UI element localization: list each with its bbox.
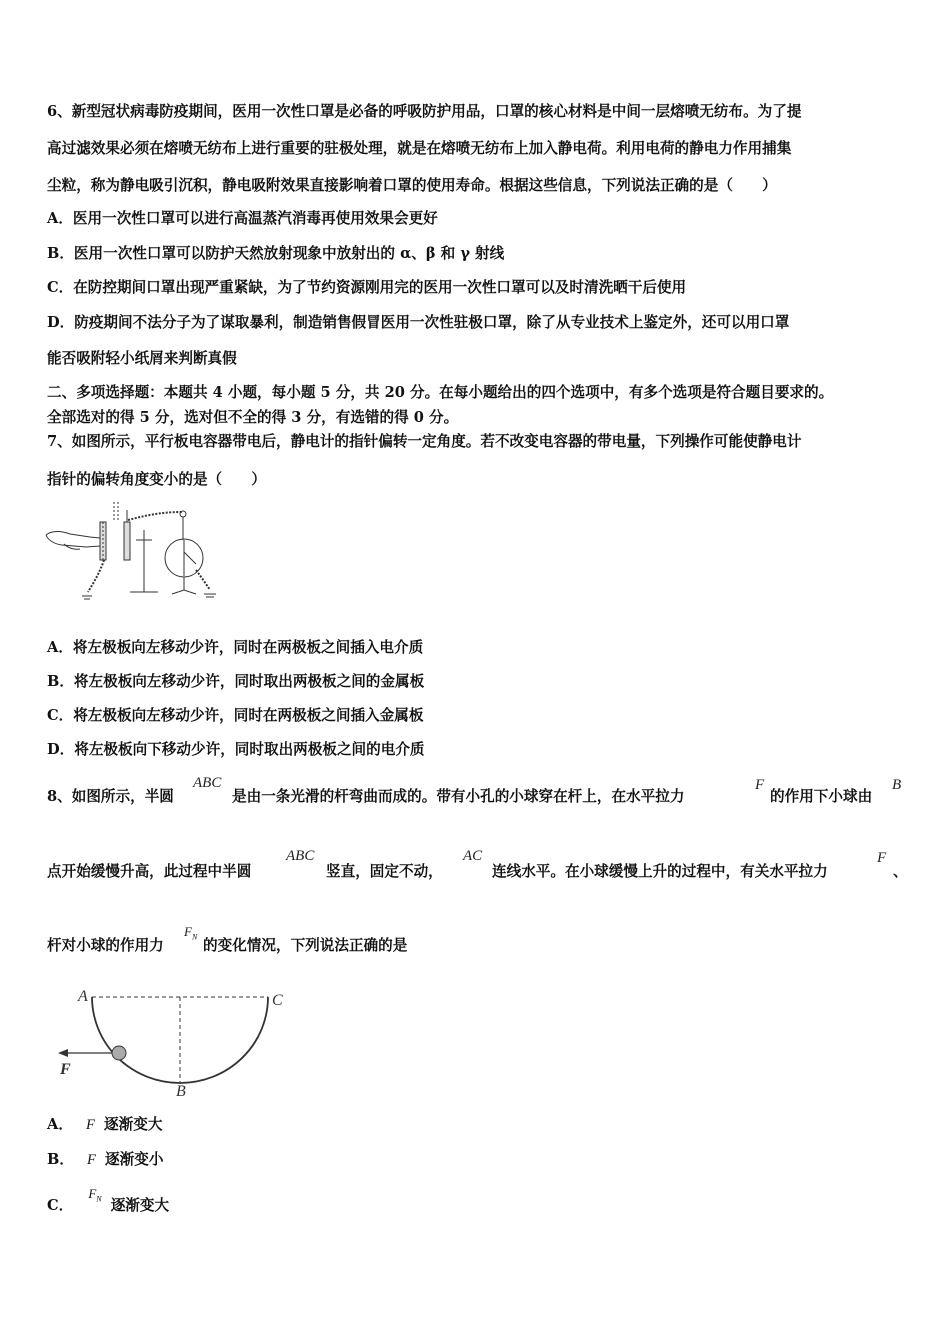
q6-option-b: B．医用一次性口罩可以防护天然放射现象中放射出的 α、β 和 γ 射线 — [47, 245, 505, 262]
q8-math-fn — [184, 924, 197, 942]
q8-stem-line1b: 是由一条光滑的杆弯曲而成的。带有小孔的小球穿在杆上，在水平拉力 — [232, 788, 685, 805]
q8-option-a-text: 逐渐变大 — [104, 1116, 163, 1133]
q8-option-c — [47, 1186, 170, 1222]
q6-option-d-line2: 能否吸附轻小纸屑来判断真假 — [47, 350, 237, 367]
q8-semicircle-figure — [52, 985, 302, 1100]
q8-option-b — [47, 1150, 163, 1170]
q8-stem-line2c: 连线水平。在小球缓慢上升的过程中，有关水平拉力 — [492, 863, 828, 880]
q8-option-c-label: C． — [47, 1197, 74, 1214]
q8-stem-line2a: 点开始缓慢升高，此过程中半圆 — [47, 863, 252, 880]
q8-option-c-fn-base: F — [88, 1186, 97, 1201]
q6-option-d-line1: D．防疫期间不法分子为了谋取暴利，制造销售假冒医用一次性驻极口罩，除了从专业技术上鉴定外，还可以用口罩 — [47, 314, 790, 331]
q6-option-c: C．在防控期间口罩出现严重紧缺，为了节约资源刚用完的医用一次性口罩可以及时清洗晒干后使用 — [47, 279, 687, 296]
q8-stem-line1c: 的作用下小球由 — [770, 788, 873, 805]
q6-option-a: A．医用一次性口罩可以进行高温蒸汽消毒再使用效果会更好 — [47, 210, 438, 227]
q8-option-a-label: A． — [47, 1116, 73, 1133]
q7-option-b: B．将左极板向左移动少许，同时取出两极板之间的金属板 — [47, 673, 425, 690]
q8-math-abc-2: ABC — [286, 848, 315, 864]
q7-capacitor-figure — [44, 500, 220, 606]
q8-fig-label-a: A — [78, 988, 88, 1005]
q8-math-fn-sub: N — [191, 932, 198, 942]
q8-math-f-2: F — [877, 850, 887, 866]
q8-option-b-f: F — [87, 1152, 96, 1168]
q8-option-b-text: 逐渐变小 — [105, 1151, 164, 1168]
q7-option-a: A．将左极板向左移动少许，同时在两极板之间插入电介质 — [47, 639, 424, 656]
q8-option-c-fn — [88, 1186, 102, 1204]
q7-stem-line2: 指针的偏转角度变小的是（ ） — [47, 471, 266, 488]
q8-math-fn-base: F — [184, 924, 192, 939]
q7-option-c: C．将左极板向左移动少许，同时在两极板之间插入金属板 — [47, 707, 424, 724]
q8-stem-line3a: 杆对小球的作用力 — [47, 937, 164, 954]
section2-intro-line2: 全部选对的得 5 分，选对但不全的得 3 分，有选错的得 0 分。 — [47, 409, 459, 426]
q6-stem-line3: 尘粒，称为静电吸引沉积，静电吸附效果直接影响着口罩的使用寿命。根据这些信息，下列说法正确的是（ ） — [47, 177, 777, 194]
q8-option-c-fn-sub: N — [96, 1194, 102, 1204]
q8-option-c-text: 逐渐变大 — [110, 1197, 170, 1214]
q8-fig-label-f: F — [60, 1061, 71, 1078]
q8-stem-line1a: 8、如图所示，半圆 — [47, 788, 174, 805]
q8-fig-label-b: B — [176, 1083, 186, 1100]
q8-fig-label-c: C — [272, 992, 283, 1009]
q8-math-abc-1: ABC — [193, 775, 222, 791]
q8-option-a — [47, 1115, 162, 1135]
q7-stem-line1: 7、如图所示，平行板电容器带电后，静电计的指针偏转一定角度。若不改变电容器的带电量，下列操作可能使静电计 — [47, 433, 802, 450]
q6-stem-line1: 6、新型冠状病毒防疫期间，医用一次性口罩是必备的呼吸防护用品，口罩的核心材料是中间一层熔喷无纺布。为了提 — [47, 103, 802, 120]
q8-option-b-label: B． — [47, 1151, 74, 1168]
q8-stem-line3b: 的变化情况，下列说法正确的是 — [203, 937, 408, 954]
q8-math-f-1: F — [755, 777, 765, 793]
q8-math-ac: AC — [463, 848, 483, 864]
q8-option-a-f: F — [86, 1117, 95, 1133]
q6-stem-line2: 高过滤效果必须在熔喷无纺布上进行重要的驻极处理，就是在熔喷无纺布上加入静电荷。利用电荷的静电力作用捕集 — [47, 140, 792, 157]
q7-option-d: D．将左极板向下移动少许，同时取出两极板之间的电介质 — [47, 741, 425, 758]
section2-intro-line1: 二、多项选择题：本题共 4 小题，每小题 5 分，共 20 分。在每小题给出的四个选项中，有多个选项是符合题目要求的。 — [47, 384, 834, 401]
q8-stem-line2b: 竖直，固定不动， — [326, 863, 443, 880]
q8-math-b: B — [892, 777, 902, 793]
q8-stem-line2d: 、 — [893, 863, 908, 880]
